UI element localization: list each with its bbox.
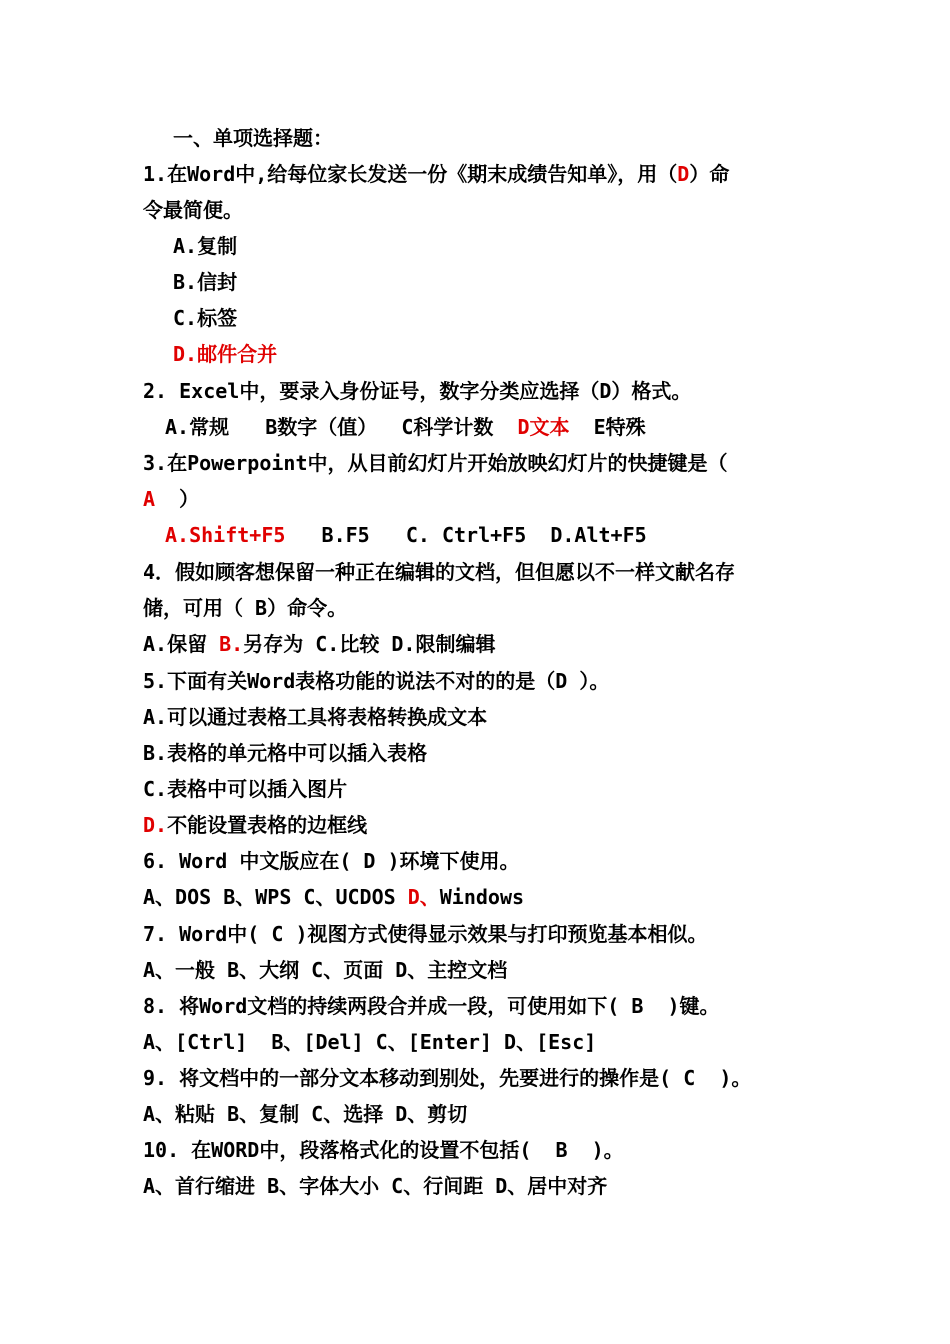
question-1-line-1 [143, 160, 729, 188]
question-5-option-b: B.表格的单元格中可以插入表格 [143, 741, 428, 765]
question-6-options-text: A、DOS B、WPS C、UCDOS [143, 885, 408, 909]
question-6-line-1: 6. Word 中文版应在( D )环境下使用。 [143, 849, 520, 873]
question-6-option-d-correct: D、 [407, 885, 440, 909]
question-5-option-d-label: D. [143, 813, 168, 837]
question-3-answer: A [143, 487, 156, 511]
section-title: 一、单项选择题： [173, 126, 333, 150]
question-1-text-end: ）命 [689, 162, 730, 186]
question-5-option-d [143, 811, 367, 839]
question-2-option-d-correct: D文本 [517, 415, 570, 439]
question-4-option-a: A.保留 [143, 632, 220, 656]
question-1-option-d-correct: D.邮件合并 [173, 342, 278, 366]
question-3-line-2 [143, 485, 199, 513]
question-3-options [165, 521, 647, 549]
question-10-line-1: 10. 在WORD中，段落格式化的设置不包括( B )。 [143, 1138, 624, 1162]
question-10-options: A、首行缩进 B、字体大小 C、行间距 D、居中对齐 [143, 1174, 608, 1198]
question-4-options-rest: 另存为 C.比较 D.限制编辑 [243, 632, 496, 656]
question-2-option-e: E特殊 [569, 415, 646, 439]
question-5-line-1: 5.下面有关Word表格功能的说法不对的的是（D ）。 [143, 669, 610, 693]
question-9-line-1: 9. 将文档中的一部分文本移动到别处，先要进行的操作是( C )。 [143, 1066, 752, 1090]
question-1-line-2: 令最简便。 [143, 198, 243, 222]
question-6-options [143, 883, 524, 911]
question-3-options-rest: B.F5 C. Ctrl+F5 D.Alt+F5 [285, 523, 647, 547]
question-3-line-2-end: ） [155, 487, 200, 511]
question-5-option-a: A.可以通过表格工具将表格转换成文本 [143, 705, 488, 729]
question-4-options [143, 630, 495, 658]
question-1-option-a: A.复制 [173, 234, 238, 258]
question-4-line-1: 4．假如顾客想保留一种正在编辑的文档，但但愿以不一样文献名存 [143, 560, 736, 584]
question-5-option-d-text: 不能设置表格的边框线 [167, 813, 368, 837]
question-3-option-a-correct: A.Shift+F5 [165, 523, 286, 547]
question-8-line-1: 8. 将Word文档的持续两段合并成一段，可使用如下( B )键。 [143, 994, 720, 1018]
question-7-line-1: 7. Word中( C )视图方式使得显示效果与打印预览基本相似。 [143, 922, 708, 946]
question-8-options: A、[Ctrl] B、[Del] C、[Enter] D、[Esc] [143, 1030, 597, 1054]
question-4-line-2: 储，可用（ B）命令。 [143, 596, 348, 620]
question-2-options-text: A.常规 B数字（值） C科学计数 [165, 415, 518, 439]
question-1-text: 1.在Word中,给每位家长发送一份《期末成绩告知单》，用（ [143, 162, 678, 186]
question-1-option-c: C.标签 [173, 306, 238, 330]
question-9-options: A、粘贴 B、复制 C、选择 D、剪切 [143, 1102, 468, 1126]
question-1-option-b: B.信封 [173, 270, 238, 294]
question-4-option-b-correct: B. [219, 632, 244, 656]
question-2-line-1: 2. Excel中，要录入身份证号，数字分类应选择（D）格式。 [143, 379, 692, 403]
question-3-line-1: 3.在Powerpoint中，从目前幻灯片开始放映幻灯片的快捷键是（ [143, 451, 728, 475]
question-2-options [165, 413, 646, 441]
question-7-options: A、一般 B、大纲 C、页面 D、主控文档 [143, 958, 508, 982]
question-6-option-d-text: Windows [439, 885, 525, 909]
question-1-answer: D [677, 162, 690, 186]
question-5-option-c: C.表格中可以插入图片 [143, 777, 348, 801]
